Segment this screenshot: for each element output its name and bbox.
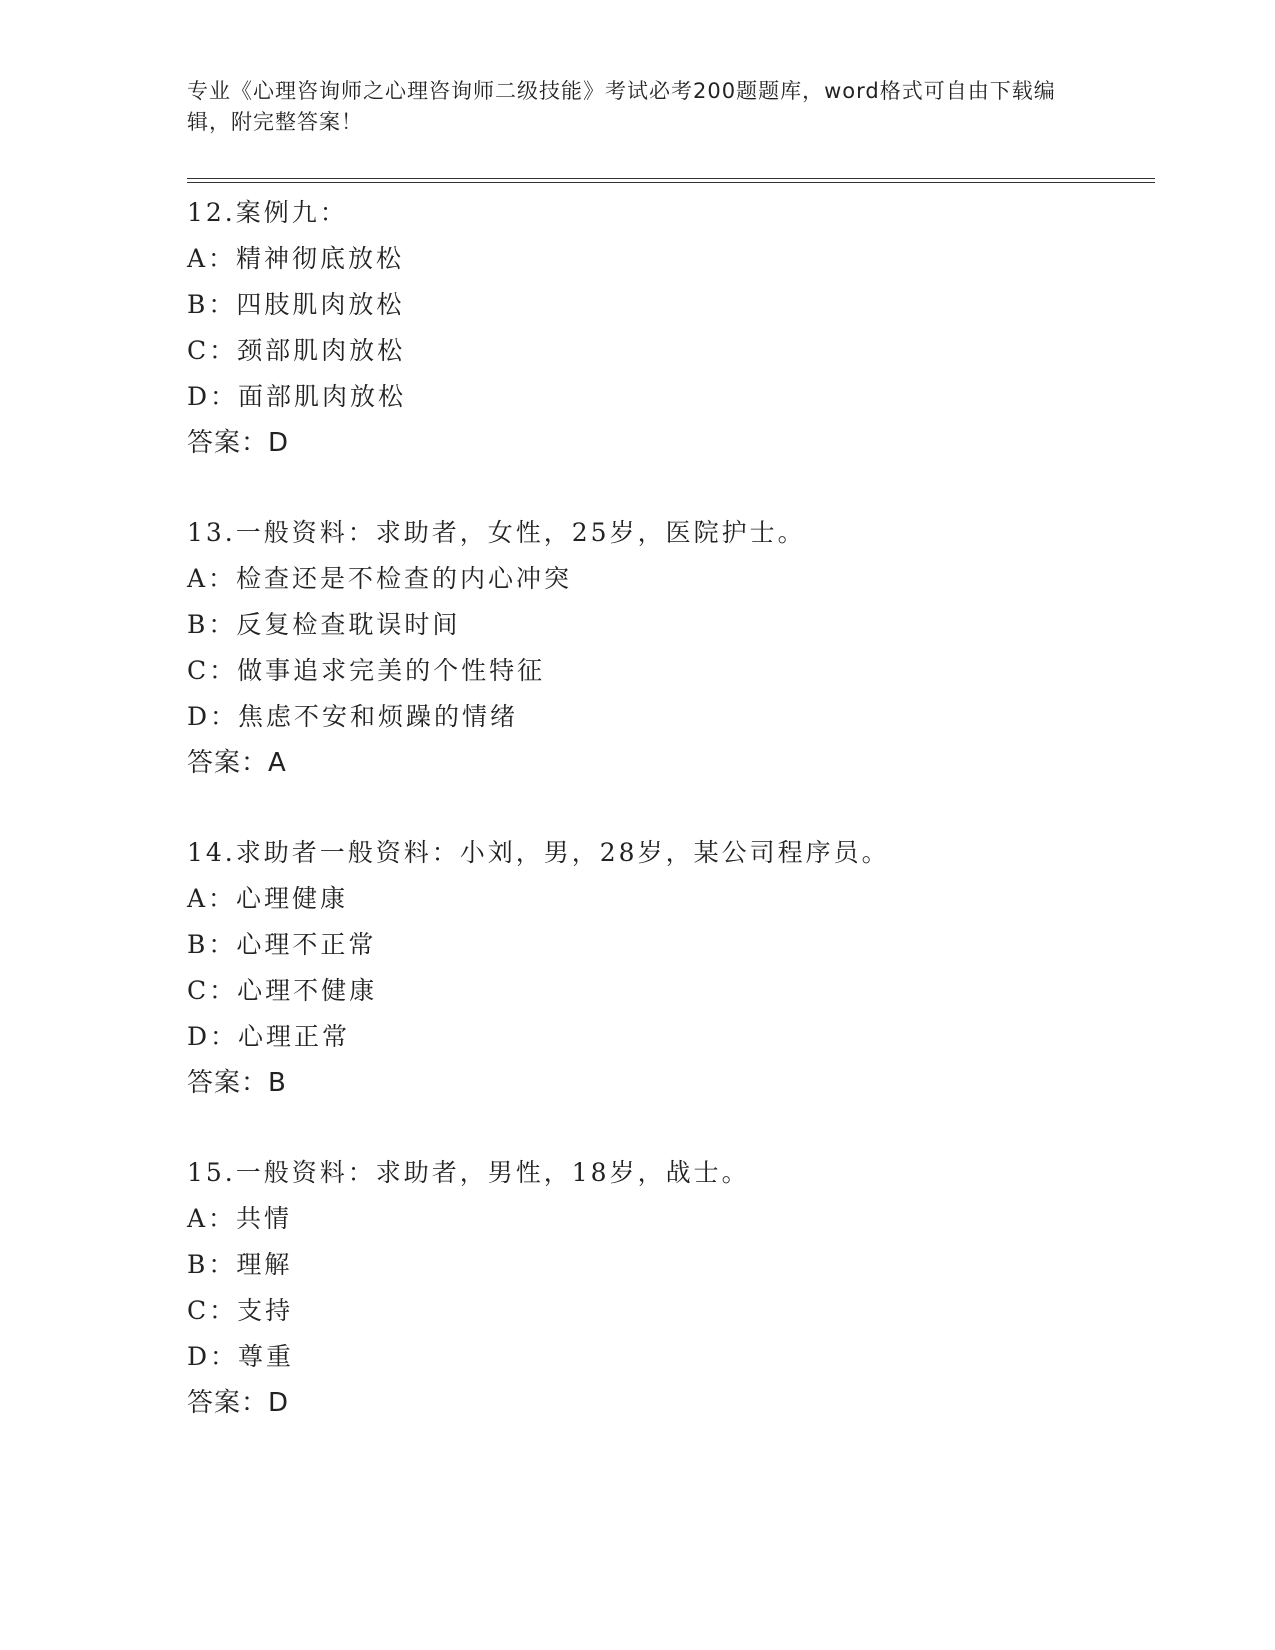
answer-line: 答案：B [187, 1068, 287, 1098]
question-stem: 12.案例九： [187, 198, 348, 227]
header-divider [187, 178, 1155, 183]
question-14 [187, 830, 1147, 1106]
question-15 [187, 1150, 1147, 1426]
option-c: C：颈部肌肉放松 [187, 336, 406, 365]
option-d: D：尊重 [187, 1342, 295, 1371]
option-b: B：四肢肌肉放松 [187, 290, 405, 319]
question-list [187, 190, 1147, 1470]
question-13 [187, 510, 1147, 786]
option-c: C：支持 [187, 1296, 294, 1325]
option-a: A：心理健康 [187, 884, 349, 913]
option-c: C：心理不健康 [187, 976, 378, 1005]
option-b: B：反复检查耽误时间 [187, 610, 461, 639]
question-stem: 15.一般资料：求助者，男性，18岁，战士。 [187, 1158, 750, 1187]
option-d: D：焦虑不安和烦躁的情绪 [187, 702, 519, 731]
question-stem: 14.求助者一般资料：小刘，男，28岁，某公司程序员。 [187, 838, 890, 867]
answer-line: 答案：A [187, 748, 287, 778]
option-a: A：精神彻底放松 [187, 244, 405, 273]
answer-line: 答案：D [187, 428, 290, 458]
option-a: A：检查还是不检查的内心冲突 [187, 564, 573, 593]
option-b: B：理解 [187, 1250, 293, 1279]
option-d: D：心理正常 [187, 1022, 351, 1051]
question-12 [187, 190, 1147, 466]
option-b: B：心理不正常 [187, 930, 377, 959]
option-c: C：做事追求完美的个性特征 [187, 656, 546, 685]
option-d: D：面部肌肉放松 [187, 382, 407, 411]
option-a: A：共情 [187, 1204, 293, 1233]
answer-line: 答案：D [187, 1388, 290, 1418]
document-header: 专业《心理咨询师之心理咨询师二级技能》考试必考200题题库，word格式可自由下载编辑，附完整答案！ [187, 79, 1056, 134]
question-stem: 13.一般资料：求助者，女性，25岁，医院护士。 [187, 518, 806, 547]
